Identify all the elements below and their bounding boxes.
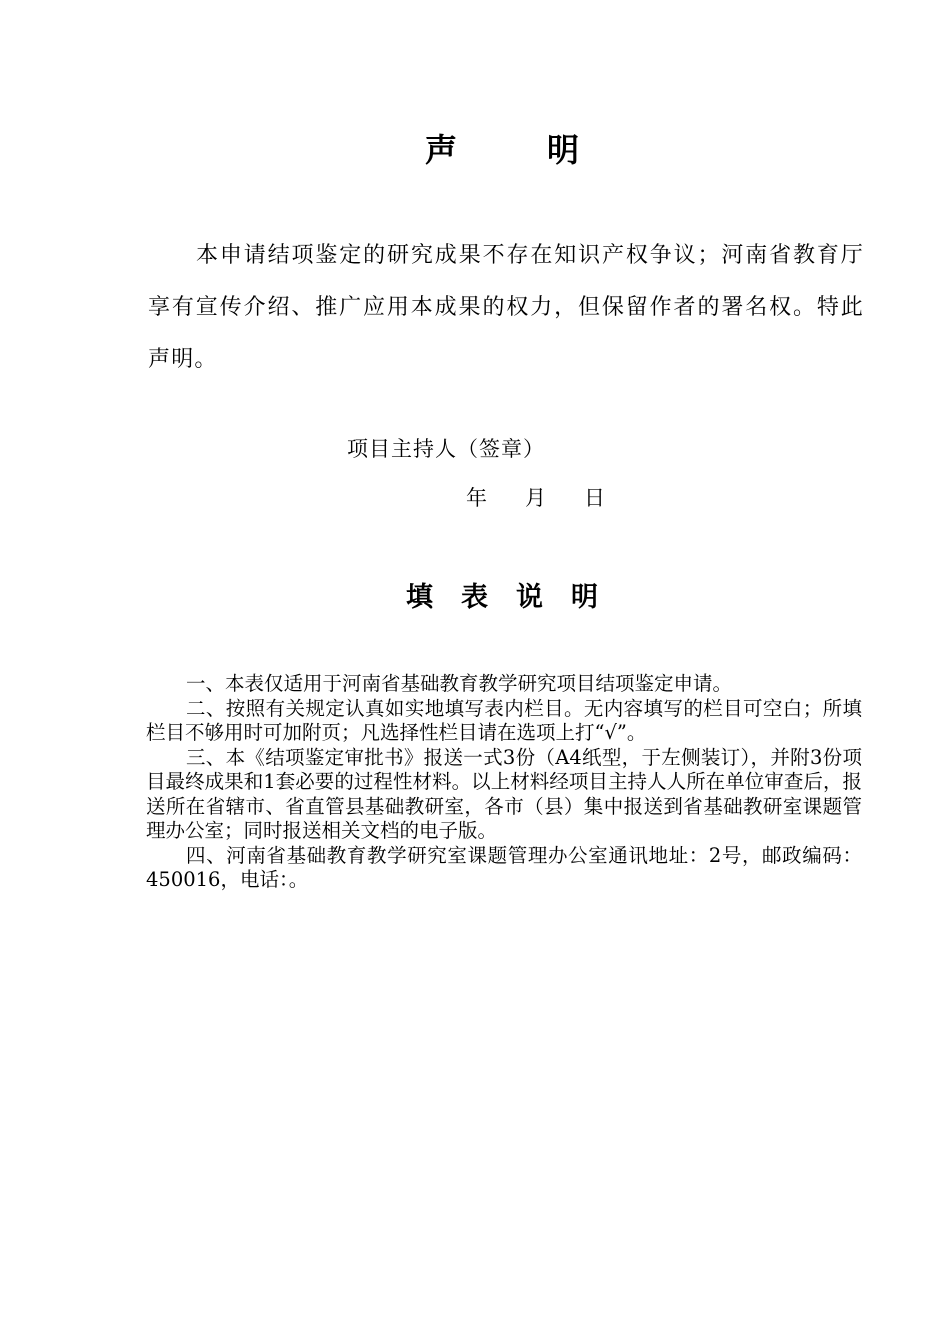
- instructions-title-char: 表: [461, 582, 488, 613]
- date-year-label: 年: [466, 486, 487, 510]
- instructions-title-char: 填: [406, 582, 433, 613]
- instructions-title: [0, 578, 950, 618]
- signature-label: 项目主持人（签章）: [347, 437, 545, 461]
- date-day-label: 日: [584, 486, 605, 510]
- date-line: [466, 483, 605, 513]
- instructions-title-char: 说: [516, 582, 543, 613]
- instruction-item: 二、按照有关规定认真如实地填写表内栏目。无内容填写的栏目可空白；所填栏目不够用时可加附页；凡选择性栏目请在选项上打“√”。: [146, 696, 862, 744]
- declaration-title-char: 明: [547, 131, 580, 169]
- instructions-body: [146, 672, 862, 893]
- instruction-item: 四、河南省基础教育教学研究室课题管理办公室通讯地址：2号，邮政编码：450016，电话：。: [146, 843, 862, 891]
- declaration-title-char: 声: [424, 131, 457, 169]
- declaration-body: 本申请结项鉴定的研究成果不存在知识产权争议；河南省教育厅享有宣传介绍、推广应用本成果的权力，但保留作者的署名权。特此声明。: [148, 243, 864, 372]
- declaration-title: [0, 128, 950, 172]
- instruction-item: 三、本《结项鉴定审批书》报送一式3份（A4纸型，于左侧装订），并附3份项目最终成果和1套必要的过程性材料。以上材料经项目主持人人所在单位审查后，报送所在省辖市、省直管县基础教研室，各市（县）集中报送到省基础教研室课题管理办公室；同时报送相关文档的电子版。: [146, 745, 862, 842]
- instruction-item: 一、本表仅适用于河南省基础教育教学研究项目结项鉴定申请。: [186, 672, 733, 695]
- instructions-title-char: 明: [571, 582, 598, 613]
- date-month-label: 月: [525, 486, 546, 510]
